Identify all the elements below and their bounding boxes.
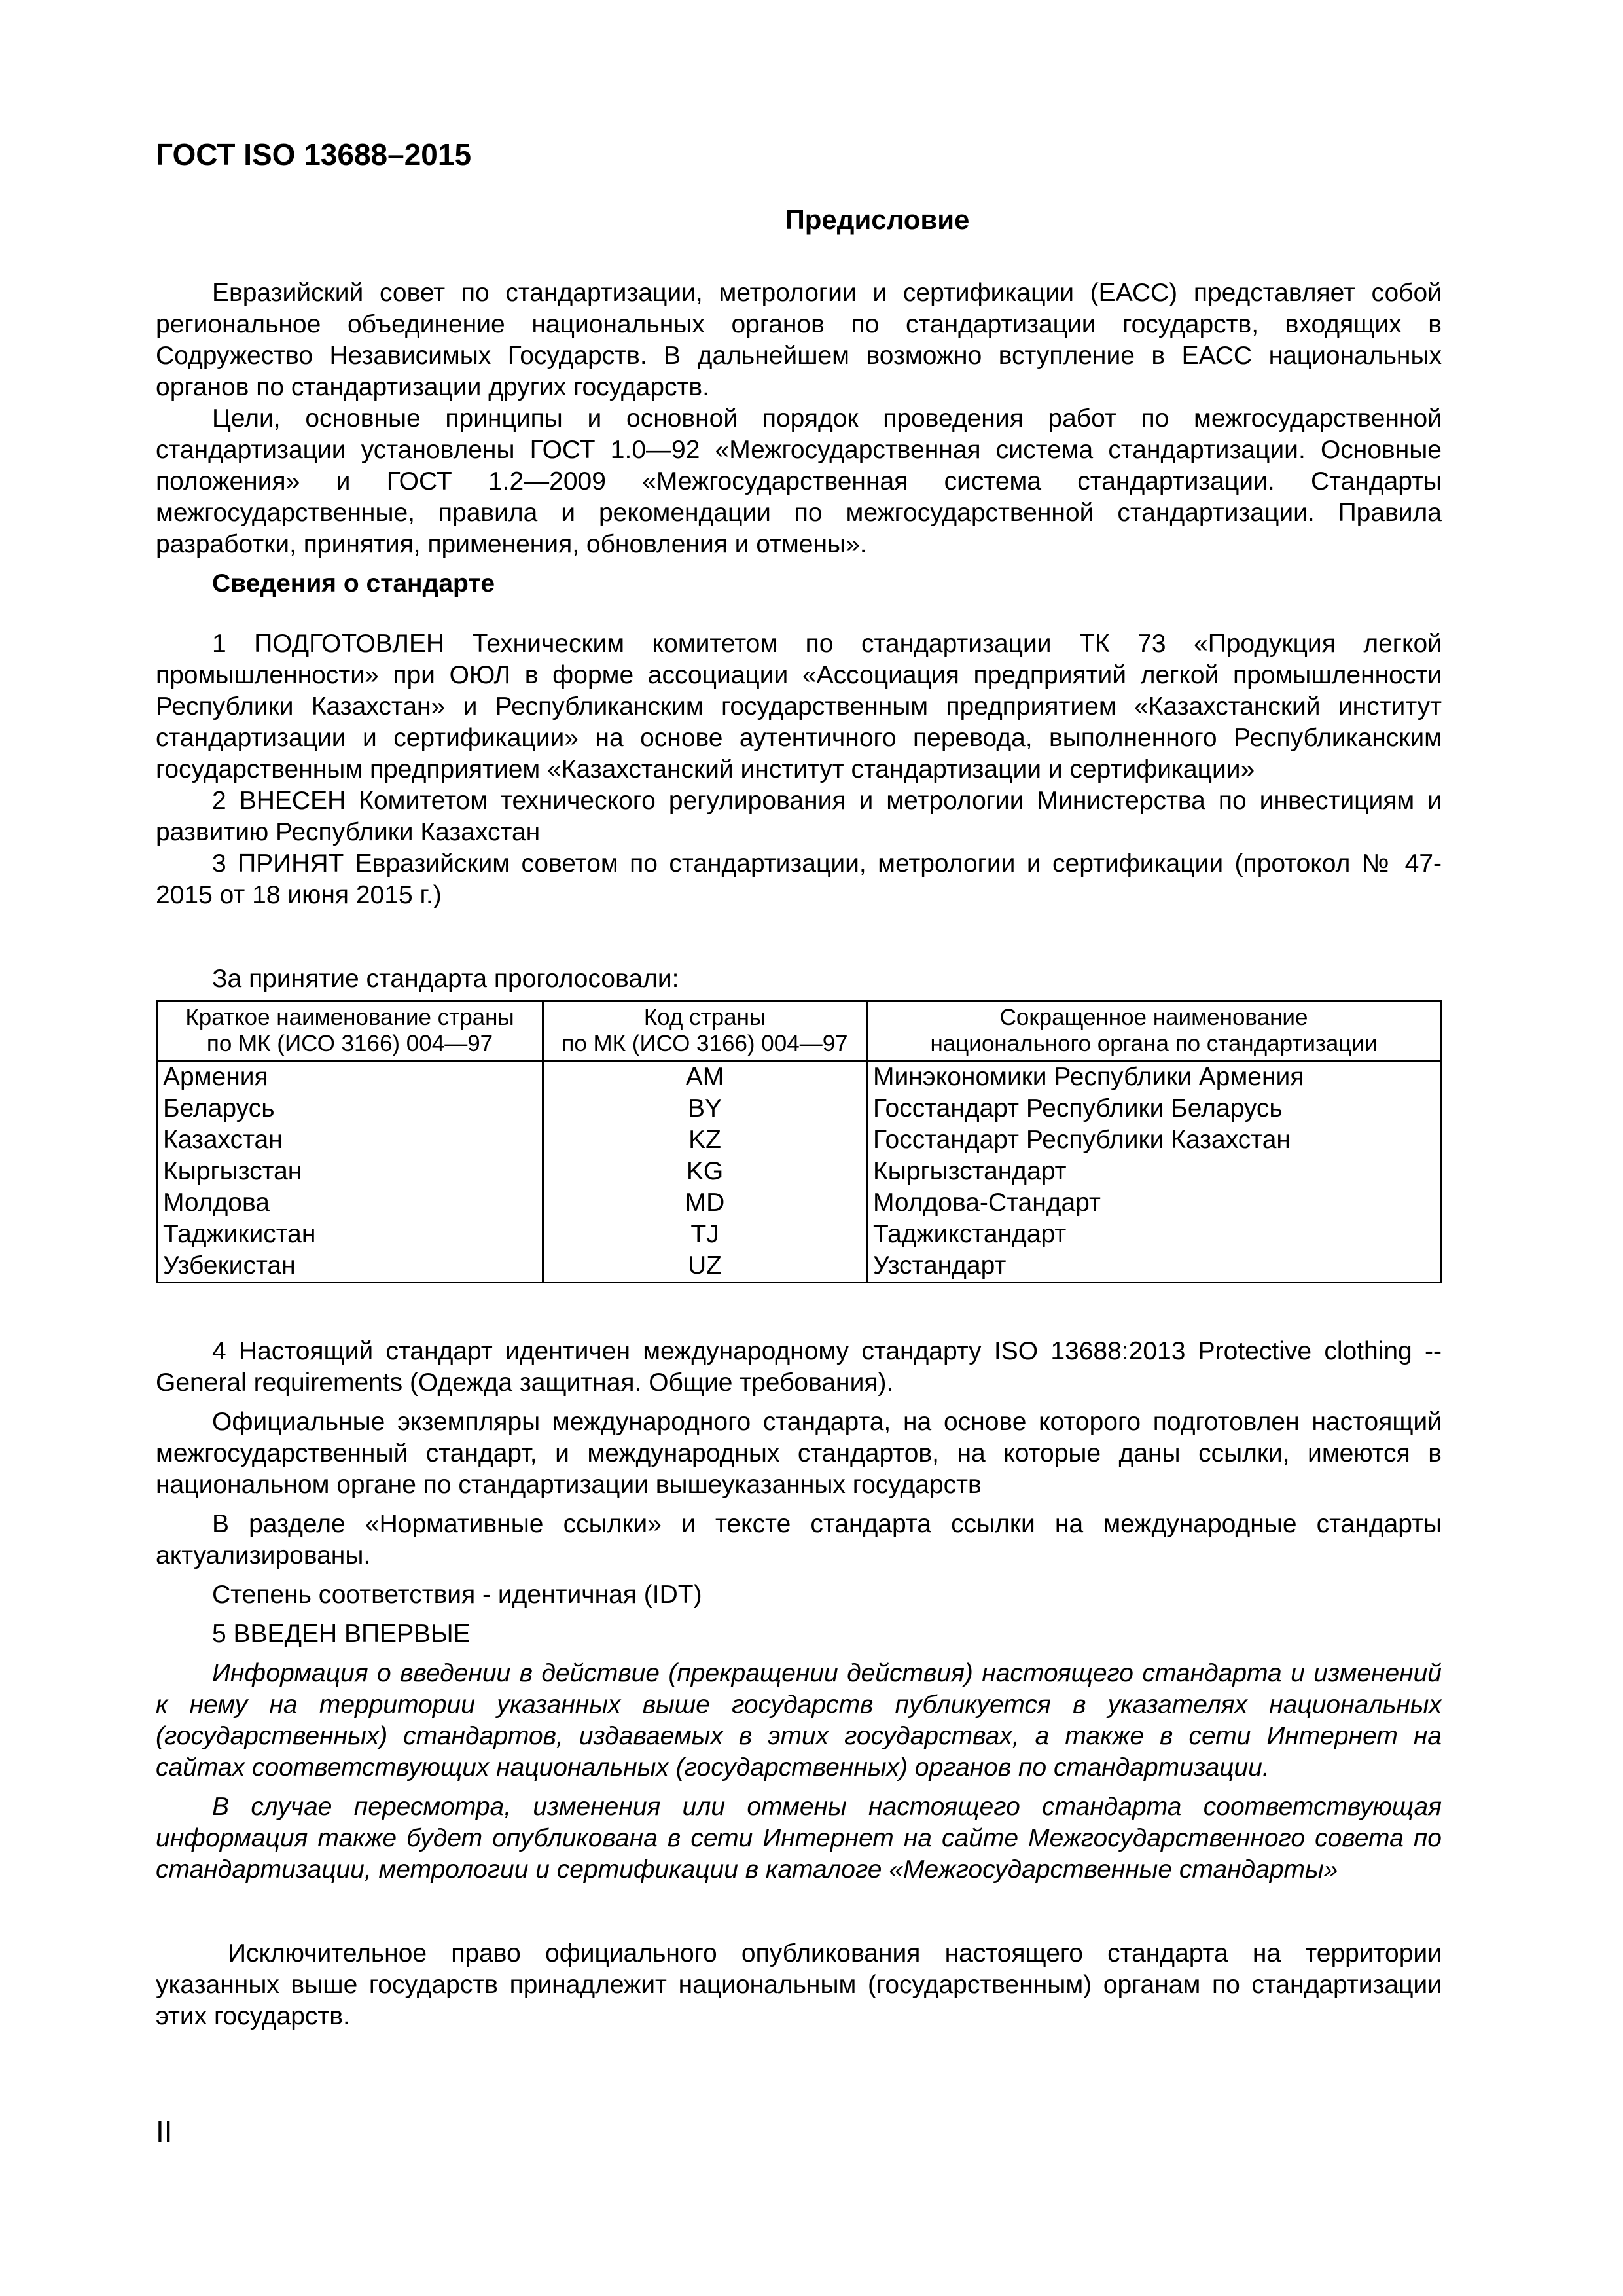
table-row: Кыргызстан KG Кыргызстандарт bbox=[157, 1156, 1441, 1187]
table-row: Таджикистан TJ Таджикстандарт bbox=[157, 1219, 1441, 1250]
intro-paragraph-1: Евразийский совет по стандартизации, метрологии и сертификации (ЕАСС) представляет собой региональное объединение национальных органов по стандартизации государств, входящих в Содружество Независимых Государств. В дальнейшем возможно вступление в ЕАСС национальных органов по стандартизации других государств. bbox=[156, 279, 1442, 401]
official-copies-paragraph: Официальные экземпляры международного стандарта, на основе которого подготовлен настоящий межгосударственный стандарт, и международных стандартов, на которые даны ссылки, имеются в национальном органе по стандартизации вышеуказанных государств bbox=[156, 1408, 1442, 1499]
header-country: Краткое наименование страны по МК (ИСО 3166) 004—97 bbox=[157, 1001, 543, 1061]
voting-table bbox=[156, 1000, 1442, 1283]
references-paragraph: В разделе «Нормативные ссылки» и тексте стандарта ссылки на международные стандарты актуализированы. bbox=[156, 1510, 1442, 1570]
item-prepared: 1 ПОДГОТОВЛЕН Техническим комитетом по стандартизации ТК 73 «Продукция легкой промышленности» при ОЮЛ в форме ассоциации «Ассоциация предприятий легкой промышленности Республики Казахстан» и Республиканским государственным предприятием «Казахстанский институт стандартизации и сертификации» на основе аутентичного перевода, выполненного Республиканским государственным предприятием «Казахстанский институт стандартизации и сертификации» bbox=[156, 630, 1442, 783]
item-adopted: 3 ПРИНЯТ Евразийским советом по стандартизации, метрологии и сертификации (протокол № 47-2015 от 18 июня 2015 г.) bbox=[156, 850, 1442, 909]
item-introduced: 5 ВВЕДЕН ВПЕРВЫЕ bbox=[212, 1620, 471, 1648]
info-heading: Сведения о стандарте bbox=[212, 569, 495, 598]
italic-info-2: В случае пересмотра, изменения или отмены настоящего стандарта соответствующая информация также будет опубликована в сети Интернет на сайте Межгосударственного совета по стандартизации, метрологии и сертификации в каталоге «Межгосударственные стандарты» bbox=[156, 1793, 1442, 1884]
item-submitted: 2 ВНЕСЕН Комитетом технического регулирования и метрологии Министерства по инвестициям и развитию Республики Казахстан bbox=[156, 787, 1442, 846]
italic-info-1: Информация о введении в действие (прекращении действия) настоящего стандарта и изменений к нему на территории указанных выше государств публикуется в указателях национальных (государственных) стандартов, издаваемых в этих государствах, а также в сети Интернет на сайтах соответствующих национальных (государственных) органов по стандартизации. bbox=[156, 1659, 1442, 1782]
table-row: Казахстан KZ Госстандарт Республики Казахстан bbox=[157, 1124, 1441, 1156]
vote-intro: За принятие стандарта проголосовали: bbox=[212, 965, 679, 993]
table-row: Узбекистан UZ Узстандарт bbox=[157, 1250, 1441, 1283]
standard-code-header: ГОСТ ISO 13688–2015 bbox=[156, 137, 472, 171]
page-number: II bbox=[156, 2115, 173, 2149]
table-row: Армения AM Минэкономики Республики Армения bbox=[157, 1061, 1441, 1094]
page-title: Предисловие bbox=[785, 204, 970, 235]
intro-paragraph-2: Цели, основные принципы и основной порядок проведения работ по межгосударственной стандартизации установлены ГОСТ 1.0—92 «Межгосударственная система стандартизации. Основные положения» и ГОСТ 1.2—2009 «Межгосударственная система стандартизации. Стандарты межгосударственные, правила и рекомендации по межгосударственной стандартизации. Правила разработки, принятия, применения, обновления и отмены». bbox=[156, 404, 1442, 558]
table-header-row bbox=[157, 1001, 1441, 1061]
conformity-degree: Степень соответствия - идентичная (IDT) bbox=[212, 1581, 702, 1609]
document-page bbox=[156, 136, 1442, 2032]
header-body: Сокращенное наименование национального органа по стандартизации bbox=[867, 1001, 1441, 1061]
copyright-paragraph: Исключительное право официального опубликования настоящего стандарта на территории указанных выше государств принадлежит национальным (государственным) органам по стандартизации этих государств. bbox=[156, 1939, 1442, 2030]
header-code: Код страны по МК (ИСО 3166) 004—97 bbox=[543, 1001, 867, 1061]
item-identical: 4 Настоящий стандарт идентичен международному стандарту ISO 13688:2013 Protective clothing -- General requirements (Одежда защитная. Общие требования). bbox=[156, 1337, 1442, 1397]
table-row: Молдова MD Молдова-Стандарт bbox=[157, 1187, 1441, 1219]
table-row: Беларусь BY Госстандарт Республики Беларусь bbox=[157, 1093, 1441, 1124]
